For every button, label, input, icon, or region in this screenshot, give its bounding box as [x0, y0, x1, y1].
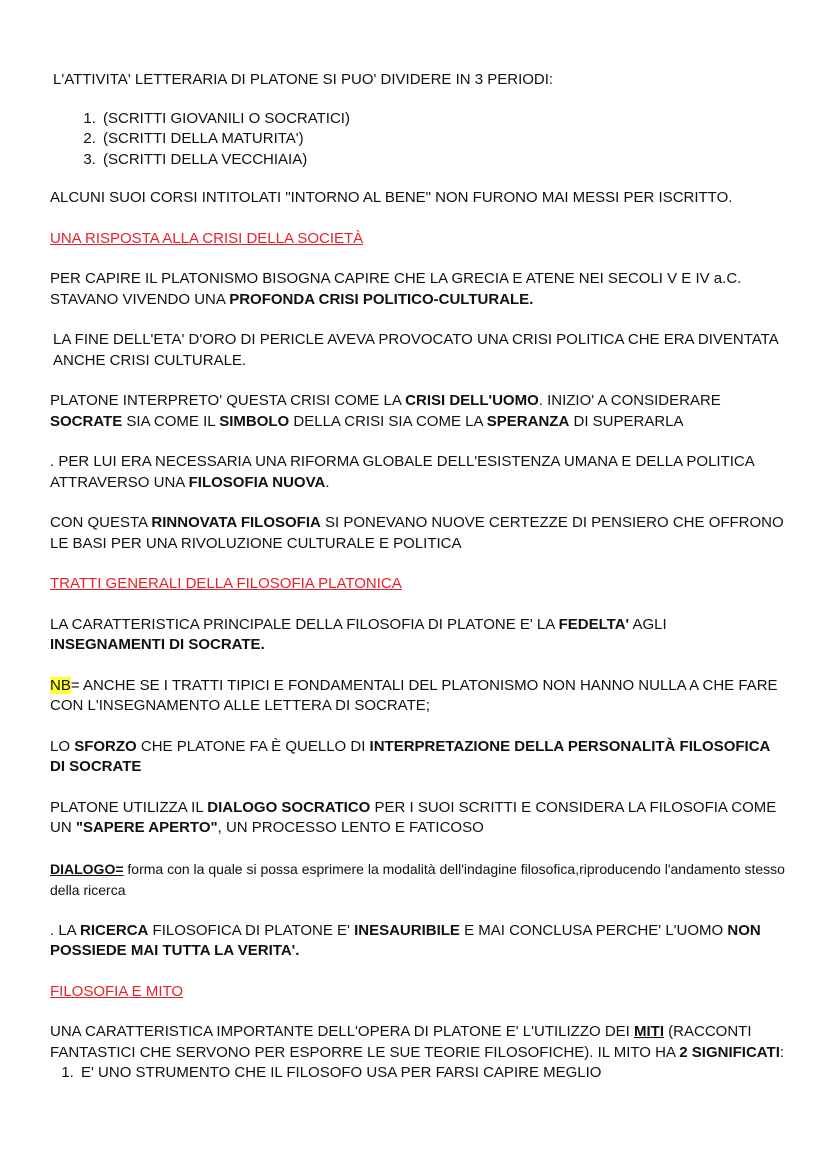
paragraph-pericle: LA FINE DELL'ETA' D'ORO DI PERICLE AVEVA PROVOCATO UNA CRISI POLITICA CHE ERA DIVENTATA ANCHE CRISI CULTURALE.: [53, 331, 778, 369]
period-item: 3. (SCRITTI DELLA VECCHIAIA): [100, 150, 785, 171]
section-heading-crisi: UNA RISPOSTA ALLA CRISI DELLA SOCIETÀ: [50, 229, 364, 247]
intro-paragraph: L'ATTIVITA' LETTERARIA DI PLATONE SI PUO' DIVIDERE IN 3 PERIODI:: [53, 71, 554, 88]
period-item: 1. (SCRITTI GIOVANILI O SOCRATICI): [100, 109, 785, 130]
corsi-paragraph: ALCUNI SUOI CORSI INTITOLATI "INTORNO AL BENE" NON FURONO MAI MESSI PER ISCRITTO.: [50, 189, 733, 206]
paragraph-crisi-uomo: PLATONE INTERPRETO' QUESTA CRISI COME LA CRISI DELL'UOMO. INIZIO' A CONSIDERARE SOCRATE SIA COME IL SIMBOLO DELLA CRISI SIA COME LA SPERANZA DI SUPERARLA: [50, 392, 721, 430]
paragraph-riforma: . PER LUI ERA NECESSARIA UNA RIFORMA GLOBALE DELL'ESISTENZA UMANA E DELLA POLITICA ATTRAVERSO UNA FILOSOFIA NUOVA.: [50, 453, 754, 491]
meanings-list: [50, 1063, 785, 1084]
period-item: 2. (SCRITTI DELLA MATURITA'): [100, 129, 785, 150]
paragraph-ricerca: . LA RICERCA FILOSOFICA DI PLATONE E' INESAURIBILE E MAI CONCLUSA PERCHE' L'UOMO NON POSSIEDE MAI TUTTA LA VERITA'.: [50, 921, 761, 959]
paragraph-platonismo: PER CAPIRE IL PLATONISMO BISOGNA CAPIRE CHE LA GRECIA E ATENE NEI SECOLI V E IV a.C. STAVANO VIVENDO UNA PROFONDA CRISI POLITICO-CULTURALE.: [50, 270, 742, 308]
section-heading-tratti: TRATTI GENERALI DELLA FILOSOFIA PLATONICA: [50, 575, 402, 592]
paragraph-rinnovata: CON QUESTA RINNOVATA FILOSOFIA SI PONEVANO NUOVE CERTEZZE DI PENSIERO CHE OFFRONO LE BASI PER UNA RIVOLUZIONE CULTURALE E POLITICA: [50, 514, 784, 552]
nb-highlight: NB: [50, 676, 71, 694]
paragraph-dialogo-definition: DIALOGO= forma con la quale si possa esprimere la modalità dell'indagine filosofica,riproducendo l'andamento stesso della ricerca: [50, 860, 785, 898]
document-page: [50, 70, 785, 1084]
paragraph-sforzo: LO SFORZO CHE PLATONE FA È QUELLO DI INTERPRETAZIONE DELLA PERSONALITÀ FILOSOFICA DI SOCRATE: [50, 737, 770, 775]
paragraph-miti: UNA CARATTERISTICA IMPORTANTE DELL'OPERA DI PLATONE E' L'UTILIZZO DEI MITI (RACCONTI FANTASTICI CHE SERVONO PER ESPORRE LE SUE TEORIE FILOSOFICHE). IL MITO HA 2 SIGNIFICATI:: [50, 1023, 785, 1061]
paragraph-dialogo-socratico: PLATONE UTILIZZA IL DIALOGO SOCRATICO PER I SUOI SCRITTI E CONSIDERA LA FILOSOFIA COME UN "SAPERE APERTO", UN PROCESSO LENTO E FATICOSO: [50, 798, 777, 836]
miti-term: MITI: [634, 1023, 664, 1040]
section-heading-mito: FILOSOFIA E MITO: [50, 982, 184, 1000]
paragraph-nb: NB= ANCHE SE I TRATTI TIPICI E FONDAMENTALI DEL PLATONISMO NON HANNO NULLA A CHE FARE CON L'INSEGNAMENTO ALLE LETTERA DI SOCRATE;: [50, 676, 778, 714]
dialogo-term: DIALOGO=: [50, 860, 124, 877]
meaning-item: 1. E' UNO STRUMENTO CHE IL FILOSOFO USA PER FARSI CAPIRE MEGLIO: [78, 1063, 785, 1084]
periods-list: [50, 109, 785, 171]
paragraph-fedelta: LA CARATTERISTICA PRINCIPALE DELLA FILOSOFIA DI PLATONE E' LA FEDELTA' AGLI INSEGNAMENTI DI SOCRATE.: [50, 615, 667, 653]
